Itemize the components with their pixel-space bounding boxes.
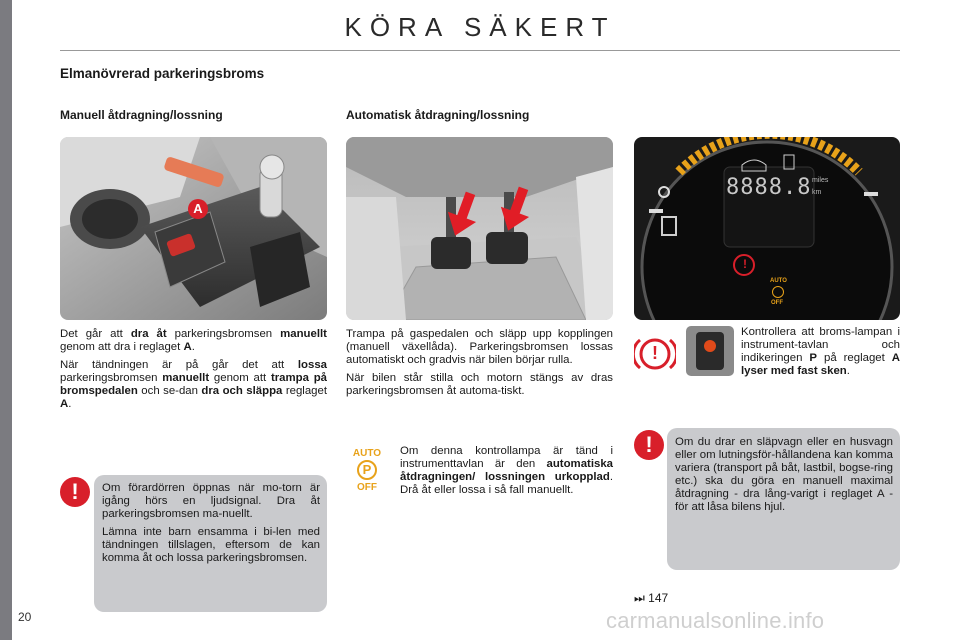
cluster-auto-label: AUTO	[770, 278, 787, 284]
watermark: carmanualsonline.info	[606, 608, 825, 633]
cluster-brake-warning-icon: !	[743, 257, 747, 271]
handbrake-photo	[60, 137, 327, 320]
page-number: 20	[18, 610, 32, 624]
col3-check-paragraph: Kontrollera att broms-lampan i instrument-tavlan och indikeringen P på reglaget A lyser med fast sken.	[741, 326, 901, 377]
cluster-odometer: 8888.8	[726, 175, 812, 200]
cluster-off-label: OFF	[771, 300, 783, 306]
cluster-auto-off-icon	[772, 286, 784, 298]
brake-lamp-exclamation: !	[652, 343, 658, 363]
photo-label-a: A	[188, 199, 208, 219]
col1-heading: Manuell åtdragning/lossning	[60, 108, 223, 122]
auto-p-off-icon	[348, 448, 386, 494]
brake-lamp-symbol-icon	[634, 333, 676, 375]
header-divider	[60, 50, 900, 51]
auto-icon-bottom-label: OFF	[357, 482, 377, 493]
skip-forward-icon: ⏭	[634, 591, 645, 605]
warning-exclamation-icon-2: !	[634, 430, 664, 460]
left-edge-bar	[0, 0, 12, 640]
col1-paragraph-1: Det går att dra åt parkeringsbromsen manuellt genom att dra i reglaget A.	[60, 328, 327, 353]
cluster-unit-miles: miles	[812, 177, 829, 184]
pedals-photo	[346, 137, 613, 320]
col2-body	[346, 328, 613, 403]
auto-icon-p-circle: P	[357, 460, 377, 480]
control-a-button-image	[686, 326, 734, 376]
page-title: KÖRA SÄKERT	[344, 12, 616, 42]
col1-body	[60, 328, 327, 416]
page-reference-number: 147	[648, 591, 669, 605]
instrument-cluster-photo	[634, 137, 900, 320]
col2-paragraph-1: Trampa på gaspedalen och släpp upp kopplingen (manuell växellåda). Parkeringsbromsen lossas automatiskt och gradvis när bilen börjar rulla.	[346, 328, 613, 366]
col3-note-text: Om du drar en släpvagn eller en husvagn eller om lutningsför-hållandena kan komma variera (transport på båt, lastbil, bogse-ring etc.) ska du göra en manuell maximal åtdragning - dra lång-varigt i reglaget A - för att låsa bilens hjul.	[675, 436, 893, 513]
col3-check-text	[741, 326, 900, 383]
col1-paragraph-2: När tändningen är på går det att lossa parkeringsbromsen manuellt genom att trampa på bromspedalen och se-dan dra och släppa reglaget A.	[60, 359, 327, 410]
cluster-unit-km: km	[812, 189, 822, 196]
section-title: Elmanövrerad parkeringsbroms	[60, 66, 265, 81]
col1-note-text	[102, 482, 320, 570]
col1-note-paragraph-2: Lämna inte barn ensamma i bi-len med tändningen tillslagen, eftersom de kan komma åt och lossa parkeringsbromsen.	[102, 526, 320, 564]
page-reference-link[interactable]	[634, 591, 668, 606]
col2-paragraph-2: När bilen står stilla och motorn stängs av dras parkeringsbromsen åt automa-tiskt.	[346, 372, 613, 397]
col2-auto-note-paragraph: Om denna kontrollampa är tänd i instrumenttavlan är den automatiska åtdragningen/ lossningen urkopplad. Drå åt eller lossa i så fall manuellt.	[400, 445, 613, 496]
warning-exclamation-icon: !	[60, 477, 90, 507]
auto-icon-top-label: AUTO	[352, 448, 382, 459]
col1-note-paragraph-1: Om förardörren öppnas när mo-torn är igång hörs en ljudsignal. Dra åt parkeringsbromsen ma-nuellt.	[102, 482, 320, 520]
col2-auto-note	[400, 445, 613, 502]
control-a-led-icon	[704, 340, 716, 352]
col2-heading: Automatisk åtdragning/lossning	[346, 108, 530, 122]
